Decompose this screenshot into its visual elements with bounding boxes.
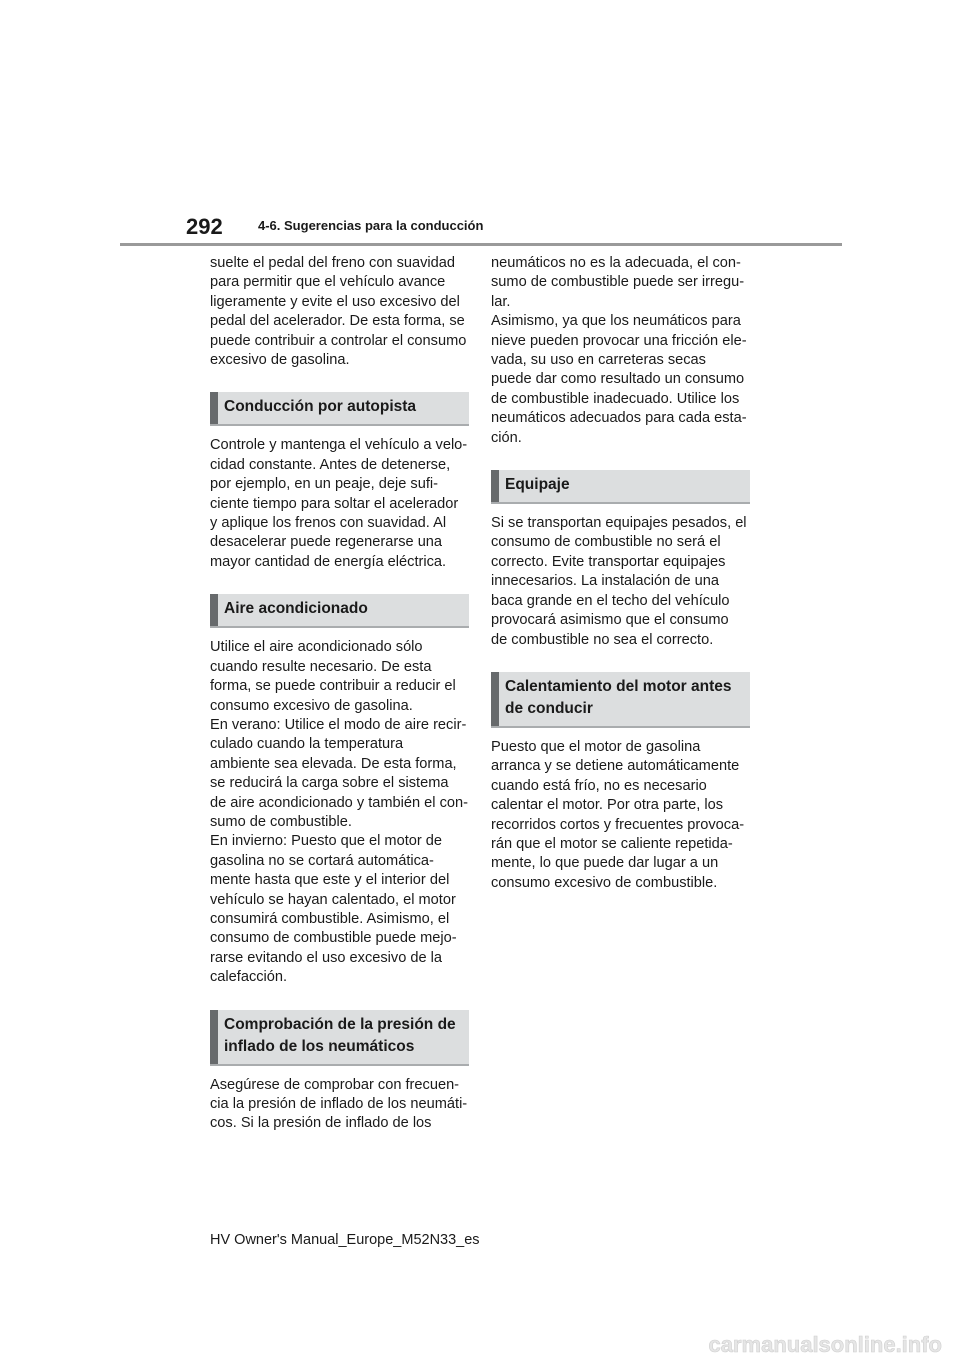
heading-equipaje: Equipaje <box>491 470 750 502</box>
footer-manual-id: HV Owner's Manual_Europe_M52N33_es <box>210 1232 480 1248</box>
left-intro-text: suelte el pedal del freno con suavidad para permitir que el vehículo avance ligeramente y evite el uso excesivo del pedal del acelerador. De esta forma, se puede contribuir a controlar el consumo excesivo de gasolina. <box>210 255 467 369</box>
body-calentamiento-motor: Puesto que el motor de gasolina arranca y se detiene automáticamente cuando está frío, no es necesario calentar el motor. Por otra parte, los recorridos cortos y frecuentes provoca- rán que el motor se caliente repetida- mente, lo que puede dar lugar a un consumo excesivo de combustible. <box>491 738 745 891</box>
header-rule <box>120 243 842 246</box>
heading-calentamiento-motor: Calentamiento del motor antes de conducir <box>491 672 750 726</box>
page-number: 292 <box>186 214 223 239</box>
left-column <box>210 254 470 1134</box>
body-presion-neumaticos: Asegúrese de comprobar con frecuen- cia la presión de inflado de los neumáti- cos. Si la presión de inflado de los <box>210 1076 468 1132</box>
right-intro-text: neumáticos no es la adecuada, el con- sumo de combustible puede ser irregu- lar. Asimismo, ya que los neumáticos para nieve pueden provocar una fricción ele- vada, su uso en carreteras secas puede dar como resultado un consumo de combustible inadecuado. Utilice los neumáticos adecuados para cada esta- ción. <box>491 255 747 446</box>
watermark <box>0 1330 960 1358</box>
body-conduccion-autopista: Controle y mantenga el vehículo a velo- cidad constante. Antes de detenerse, por ejemplo, en un peaje, deje sufi- ciente tiempo para soltar el acelerador y aplique los frenos con suavidad. Al desacelerar puede regenerarse una mayor cantidad de energía eléctrica. <box>210 437 468 570</box>
body-equipaje: Si se transportan equipajes pesados, el consumo de combustible no será el correcto. Evite transportar equipajes innecesarios. La instalación de una baca grande en el techo del vehículo provocará asimismo que el consumo de combustible no sea el correcto. <box>491 515 747 648</box>
heading-aire-acondicionado: Aire acondicionado <box>210 594 469 626</box>
right-column <box>491 254 751 893</box>
heading-conduccion-autopista: Conducción por autopista <box>210 392 469 424</box>
body-aire-acondicionado: Utilice el aire acondicionado sólo cuando resulte necesario. De esta forma, se puede contribuir a reducir el consumo excesivo de gasolina. En verano: Utilice el modo de aire recir- culado cuando la temperatura ambiente sea elevada. De esta forma, se reducirá la carga sobre el sistema de aire acondicionado y también el con- sumo de combustible. En invierno: Puesto que el motor de gasolina no se cortará automática- mente hasta que este y el interior del vehículo se hayan calentado, el motor consumirá combustible. Asimismo, el consumo de combustible puede mejo- rarse evitando el uso excesivo de la calefacción. <box>210 639 468 986</box>
watermark-text: carmanualsonline.info <box>708 1332 942 1357</box>
section-title: 4-6. Sugerencias para la conducción <box>258 218 484 233</box>
heading-presion-neumaticos: Comprobación de la presión de inflado de los neumáticos <box>210 1010 469 1064</box>
watermark-logo <box>542 1332 942 1358</box>
